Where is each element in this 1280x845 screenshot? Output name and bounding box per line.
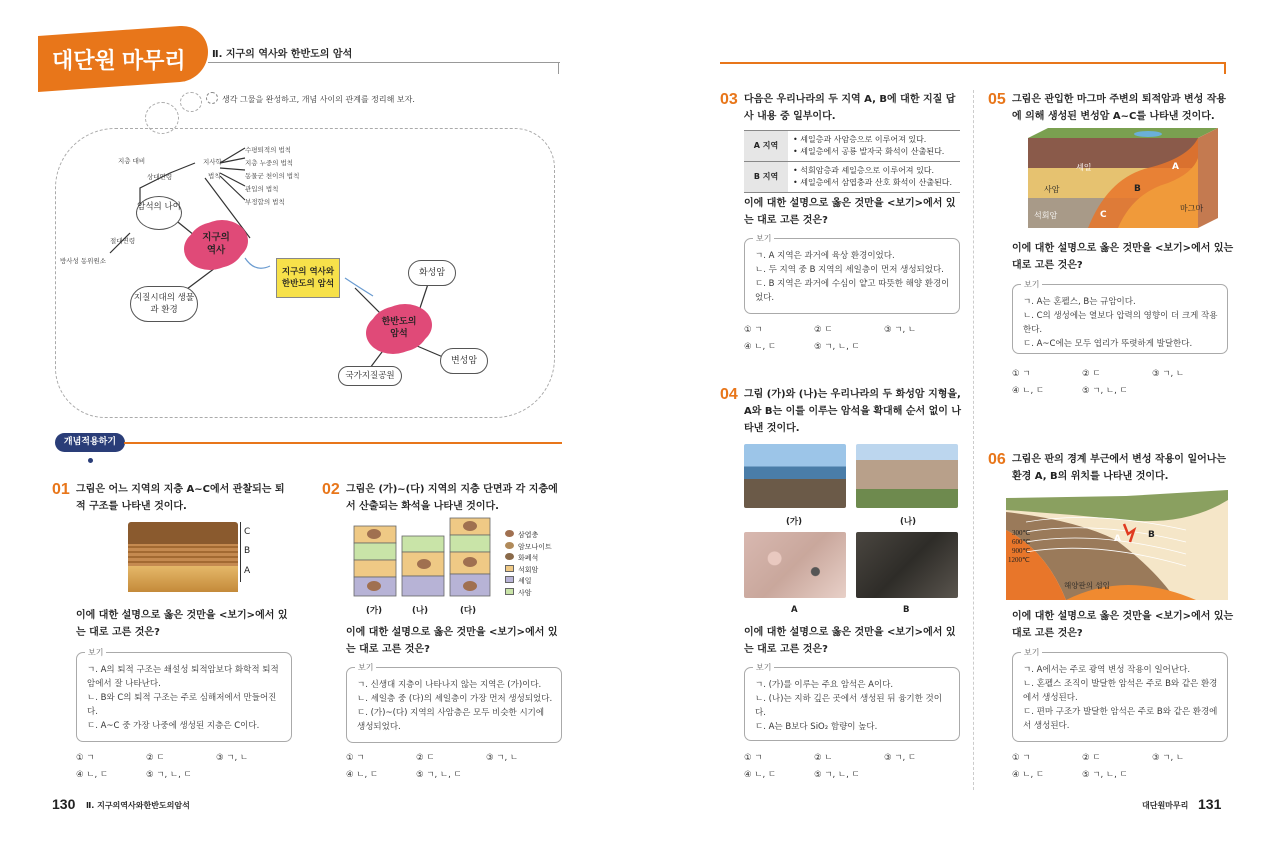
- q01-layer-c: C: [244, 527, 251, 537]
- q06-choice-4[interactable]: ④ ㄴ, ㄷ: [1012, 770, 1045, 780]
- q06-text: 그림은 판의 경계 부근에서 변성 작용이 일어나는 환경 A, B의 위치를 나타낸 것이다.: [1012, 454, 1227, 482]
- q04-bogi-2: ㄴ. (나)는 지하 깊은 곳에서 생성된 뒤 융기한 것이다.: [755, 694, 942, 718]
- unit-title: Ⅱ. 지구의 역사와 한반도의 암석: [212, 49, 353, 60]
- q02-text: 그림은 (가)~(다) 지역의 지층 단면과 각 지층에서 산출되는 화석을 나타낸 것이다.: [346, 484, 558, 512]
- q01-bogi-1: ㄱ. A의 퇴적 구조는 쇄설성 퇴적암보다 화학적 퇴적암에서 잘 나타난다.: [87, 665, 279, 689]
- q05-bogi-2: ㄴ. C의 생성에는 열보다 압력의 영향이 더 크게 작용한다.: [1023, 311, 1218, 335]
- q02-bogi-1: ㄱ. 신생대 지층이 나타나지 않는 지역은 (가)이다.: [357, 680, 542, 690]
- q05-bogi-1: ㄱ. A는 혼펠스, B는 규암이다.: [1023, 297, 1136, 307]
- q03-bogi-1: ㄱ. A 지역은 과거에 육상 환경이었다.: [755, 251, 895, 261]
- mindmap-strat-compare: 지층 대비: [118, 157, 146, 165]
- q03-prompt: 이에 대한 설명으로 옳은 것만을 <보기>에서 있는 대로 고른 것은?: [744, 198, 956, 226]
- q06-prompt: 이에 대한 설명으로 옳은 것만을 <보기>에서 있는 대로 고른 것은?: [1012, 611, 1234, 639]
- section-label: 개념적용하기: [55, 433, 125, 452]
- q01-text: 그림은 어느 지역의 지층 A~C에서 관찰되는 퇴적 구조를 나타낸 것이다.: [76, 484, 285, 512]
- q02-prompt: 이에 대한 설명으로 옳은 것만을 <보기>에서 있는 대로 고른 것은?: [346, 627, 558, 655]
- q05-label-a: A: [1172, 162, 1179, 172]
- q01-bogi-3: ㄷ. A~C 중 가장 나중에 생성된 지층은 C이다.: [87, 721, 260, 731]
- q02-choice-1[interactable]: ① ㄱ: [346, 753, 365, 763]
- q03-choices: [744, 322, 964, 356]
- q03-row-b-label: B 지역: [744, 162, 788, 193]
- q03-number: 03: [720, 91, 738, 108]
- q06-label-b: B: [1148, 530, 1155, 540]
- q06-choice-5[interactable]: ⑤ ㄱ, ㄴ, ㄷ: [1082, 770, 1128, 780]
- right-footer: 대단원마무리: [1142, 801, 1189, 810]
- left-footer: Ⅱ. 지구의역사와한반도의암석: [86, 801, 190, 810]
- q04-choice-3[interactable]: ③ ㄱ, ㄷ: [884, 753, 917, 763]
- q06-choices: [1012, 750, 1232, 784]
- q02-bogi-2: ㄴ. 셰일층 중 (다)의 셰일층이 가장 먼저 생성되었다.: [357, 694, 553, 704]
- q02-number: 02: [322, 481, 340, 498]
- mindmap-absolute-age: 절대연령: [110, 237, 136, 245]
- q01-layer-a: A: [244, 566, 251, 576]
- q04-caption-a: A: [791, 605, 798, 615]
- thought-bubble-dot: [206, 92, 218, 104]
- mindmap-law-1: 수평퇴적의 법칙: [245, 146, 292, 154]
- mindmap-korea-rocks: 한반도의 암석: [370, 306, 428, 352]
- thought-bubble-dot: [180, 92, 202, 112]
- q02-col-na: (나): [412, 606, 428, 616]
- mindmap-earth-history: 지구의 역사: [188, 222, 244, 268]
- q04-caption-ga: (가): [786, 517, 802, 527]
- mindmap-igneous: 화성암: [408, 260, 456, 286]
- q02-col-da: (다): [460, 606, 476, 616]
- mindmap-stratigraphy: 지사학: [203, 158, 222, 166]
- q02-choice-3[interactable]: ③ ㄱ, ㄴ: [486, 753, 519, 763]
- mindmap-relative-age: 상대연령: [147, 173, 173, 181]
- mindmap-geopark: 국가지질공원: [338, 366, 402, 386]
- mindmap-law-5: 부정합의 법칙: [245, 198, 285, 206]
- q04-photo-ga: [744, 444, 846, 508]
- q06-choice-3[interactable]: ③ ㄱ, ㄴ: [1152, 753, 1185, 763]
- q03-choice-1[interactable]: ① ㄱ: [744, 325, 763, 335]
- q03-bogi: 보기 ㄱ. A 지역은 과거에 육상 환경이었다. ㄴ. 두 지역 중 B 지역의 셰일층이 먼저 생성되었다. ㄷ. B 지역은 과거에 수심이 얕고 따뜻한 해양 환경이었다.: [744, 238, 960, 314]
- q04-bogi-3: ㄷ. A는 B보다 SiO₂ 함량이 높다.: [755, 722, 878, 732]
- q06-number: 06: [988, 451, 1006, 468]
- q01-strata-diagram: [128, 522, 238, 592]
- right-page: [640, 0, 1280, 845]
- q04-number: 04: [720, 386, 738, 403]
- q05-choices: [1012, 366, 1232, 400]
- q02-choice-4[interactable]: ④ ㄴ, ㄷ: [346, 770, 379, 780]
- q02-choice-5[interactable]: ⑤ ㄱ, ㄴ, ㄷ: [416, 770, 462, 780]
- mindmap-rock-age: 암석의 나이: [136, 196, 182, 230]
- q04-prompt: 이에 대한 설명으로 옳은 것만을 <보기>에서 있는 대로 고른 것은?: [744, 627, 956, 655]
- q04-choices: [744, 750, 964, 784]
- q02-legend: 삼엽충 암모나이트 화폐석 석회암 셰일 사암: [505, 530, 552, 599]
- q02-strata-columns: [352, 516, 492, 600]
- mindmap-law-4: 관입의 법칙: [245, 185, 279, 193]
- q01-number: 01: [52, 481, 70, 498]
- q06-choice-1[interactable]: ① ㄱ: [1012, 753, 1031, 763]
- q05-label-magma: 마그마: [1180, 204, 1204, 213]
- mindmap-law-3: 동물군 천이의 법칙: [245, 172, 300, 180]
- q06-temp-1200: 1200℃: [1008, 556, 1030, 564]
- q03-text: 다음은 우리나라의 두 지역 A, B에 대한 지질 답사 내용 중 일부이다.: [744, 94, 956, 122]
- q04-caption-b: B: [903, 605, 910, 615]
- q05-choice-1[interactable]: ① ㄱ: [1012, 369, 1031, 379]
- q03-choice-3[interactable]: ③ ㄱ, ㄴ: [884, 325, 917, 335]
- mindmap-geologic-life: 지질시대의 생물과 환경: [130, 286, 198, 322]
- q04-rock-a: [744, 532, 846, 598]
- q06-subduction-diagram: [1006, 490, 1228, 600]
- mindmap-radiometric: 방사성 동위원소: [60, 257, 107, 265]
- q01-prompt: 이에 대한 설명으로 옳은 것만을 <보기>에서 있는 대로 고른 것은?: [76, 610, 288, 638]
- q05-label-sandstone: 사암: [1044, 185, 1060, 194]
- q03-bogi-3: ㄷ. B 지역은 과거에 수심이 얕고 따뜻한 해양 환경이었다.: [755, 279, 950, 303]
- q03-choice-4[interactable]: ④ ㄴ, ㄷ: [744, 342, 777, 352]
- mindmap-metamorphic: 변성암: [440, 348, 488, 374]
- q04-caption-na: (나): [900, 517, 916, 527]
- q01-bogi-2: ㄴ. B와 C의 퇴적 구조는 주로 심해저에서 만들어진다.: [87, 693, 277, 717]
- q06-choice-2[interactable]: ② ㄷ: [1082, 753, 1101, 763]
- chapter-tab-title: 대단원 마무리: [52, 48, 186, 73]
- q05-prompt: 이에 대한 설명으로 옳은 것만을 <보기>에서 있는 대로 고른 것은?: [1012, 243, 1234, 271]
- q04-choice-4[interactable]: ④ ㄴ, ㄷ: [744, 770, 777, 780]
- q06-label-a: A: [1114, 534, 1121, 544]
- q05-label-limestone: 석회암: [1034, 211, 1058, 220]
- q04-bogi-1: ㄱ. (가)를 이루는 주요 암석은 A이다.: [755, 680, 894, 690]
- q05-choice-2[interactable]: ② ㄷ: [1082, 369, 1101, 379]
- q02-choices: [346, 750, 566, 784]
- q03-bogi-2: ㄴ. 두 지역 중 B 지역의 셰일층이 먼저 생성되었다.: [755, 265, 944, 275]
- q05-label-b: B: [1134, 184, 1141, 194]
- q06-bogi-2: ㄴ. 혼펠스 조직이 발달한 암석은 주로 B와 같은 환경에서 생성된다.: [1023, 679, 1218, 703]
- q06-temp-300: 300℃: [1012, 529, 1031, 537]
- q06-bogi-3: ㄷ. 편마 구조가 발달한 암석은 주로 B와 같은 환경에서 생성된다.: [1023, 707, 1218, 731]
- q04-bogi: 보기 ㄱ. (가)를 이루는 주요 암석은 A이다. ㄴ. (나)는 지하 깊은 곳에서 생성된 뒤 융기한 것이다. ㄷ. A는 B보다 SiO₂ 함량이 높다.: [744, 667, 960, 741]
- q06-bogi-1: ㄱ. A에서는 주로 광역 변성 작용이 일어난다.: [1023, 665, 1191, 675]
- q03-row-a-label: A 지역: [744, 131, 788, 162]
- q05-number: 05: [988, 91, 1006, 108]
- q03-choice-5[interactable]: ⑤ ㄱ, ㄴ, ㄷ: [814, 342, 860, 352]
- q05-choice-5[interactable]: ⑤ ㄱ, ㄴ, ㄷ: [1082, 386, 1128, 396]
- right-header-rule: [720, 62, 1225, 64]
- q04-photo-na: [856, 444, 958, 508]
- mindmap-center: 지구의 역사와 한반도의 암석: [276, 258, 340, 298]
- instruction-text: 생각 그물을 완성하고, 개념 사이의 관계를 정리해 보자.: [222, 95, 415, 104]
- q05-text: 그림은 관입한 마그마 주변의 퇴적암과 변성 작용에 의해 생성된 변성암 A~C를 나타낸 것이다.: [1012, 94, 1227, 122]
- mindmap-law-2: 지층 누중의 법칙: [245, 159, 294, 167]
- q01-choices: [76, 750, 296, 784]
- q01-choice-3[interactable]: ③ ㄱ, ㄴ: [216, 753, 249, 763]
- mindmap-law: 법칙: [208, 172, 221, 180]
- q05-choice-4[interactable]: ④ ㄴ, ㄷ: [1012, 386, 1045, 396]
- q06-temp-600: 600℃: [1012, 538, 1031, 546]
- q04-choice-2[interactable]: ② ㄴ: [814, 753, 833, 763]
- q06-bogi: 보기 ㄱ. A에서는 주로 광역 변성 작용이 일어난다. ㄴ. 혼펠스 조직이 발달한 암석은 주로 B와 같은 환경에서 생성된다. ㄷ. 편마 구조가 발달한 암석은 주로 B와 같은 환경에서 생성된다.: [1012, 652, 1228, 742]
- right-page-number: 131: [1198, 796, 1222, 812]
- q05-label-c: C: [1100, 210, 1107, 220]
- q02-choice-2[interactable]: ② ㄷ: [416, 753, 435, 763]
- q01-choice-5[interactable]: ⑤ ㄱ, ㄴ, ㄷ: [146, 770, 192, 780]
- q04-choice-5[interactable]: ⑤ ㄱ, ㄴ, ㄷ: [814, 770, 860, 780]
- q06-label-subduction: 해양판의 섭입: [1064, 581, 1110, 590]
- q04-text: 그림 (가)와 (나)는 우리나라의 두 화성암 지형을, A와 B는 이를 이루는 암석을 확대해 순서 없이 나타낸 것이다.: [744, 389, 962, 434]
- q01-choice-4[interactable]: ④ ㄴ, ㄷ: [76, 770, 109, 780]
- q05-choice-3[interactable]: ③ ㄱ, ㄴ: [1152, 369, 1185, 379]
- left-page-number: 130: [52, 796, 76, 812]
- q06-temp-900: 900℃: [1012, 547, 1031, 555]
- q02-bogi: 보기 ㄱ. 신생대 지층이 나타나지 않는 지역은 (가)이다. ㄴ. 셰일층 중 (다)의 셰일층이 가장 먼저 생성되었다. ㄷ. (가)~(다) 지역의 사암층은 모두 비슷한 시기에 생성되었다.: [346, 667, 562, 743]
- q01-choice-2[interactable]: ② ㄷ: [146, 753, 165, 763]
- q03-choice-2[interactable]: ② ㄷ: [814, 325, 833, 335]
- q04-choice-1[interactable]: ① ㄱ: [744, 753, 763, 763]
- header-rule: [208, 62, 560, 63]
- q01-bogi: 보기 ㄱ. A의 퇴적 구조는 쇄설성 퇴적암보다 화학적 퇴적암에서 잘 나타난다. ㄴ. B와 C의 퇴적 구조는 주로 심해저에서 만들어진다. ㄷ. A~C 중 가장 나중에 생성된 지층은 C이다.: [76, 652, 292, 742]
- q05-bogi: 보기 ㄱ. A는 혼펠스, B는 규암이다. ㄴ. C의 생성에는 열보다 압력의 영향이 더 크게 작용한다. ㄷ. A~C에는 모두 엽리가 뚜렷하게 발달한다.: [1012, 284, 1228, 354]
- q03-table: A 지역 • 셰일층과 사암층으로 이루어져 있다. • 셰일층에서 공룡 발자국 화석이 산출된다. B 지역 • 석회암층과 셰일층으로 이루어져 있다. • 셰일층에서 삼엽충과 산호 화석이 산출된다.: [744, 130, 960, 193]
- q05-bogi-3: ㄷ. A~C에는 모두 엽리가 뚜렷하게 발달한다.: [1023, 339, 1193, 349]
- q02-col-ga: (가): [366, 606, 382, 616]
- q04-rock-b: [856, 532, 958, 598]
- q01-layer-b: B: [244, 546, 251, 556]
- q01-choice-1[interactable]: ① ㄱ: [76, 753, 95, 763]
- q02-bogi-3: ㄷ. (가)~(다) 지역의 사암층은 모두 비슷한 시기에 생성되었다.: [357, 708, 545, 732]
- q05-label-shale: 셰일: [1076, 163, 1092, 172]
